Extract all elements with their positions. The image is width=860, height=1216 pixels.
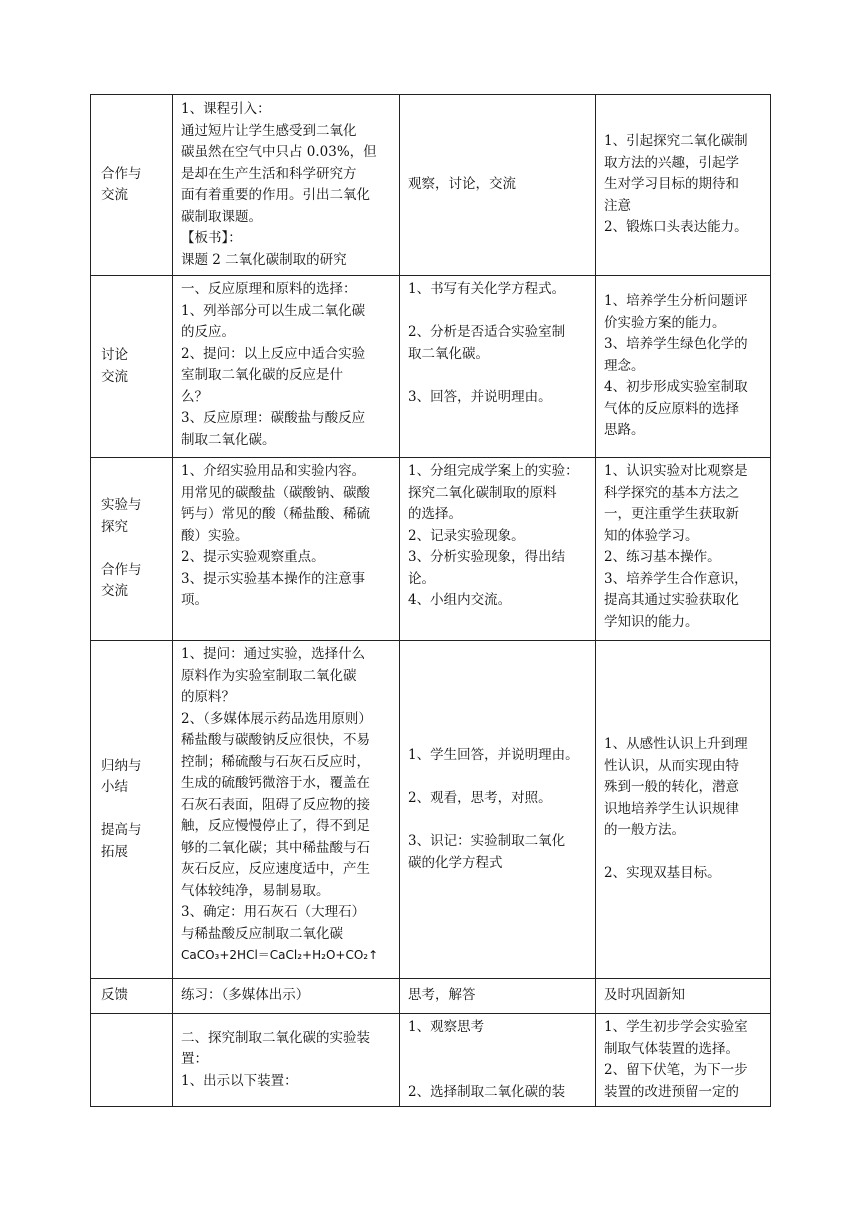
teacher-activity-cell bbox=[173, 276, 400, 458]
text-line: 学知识的能力。 bbox=[604, 613, 699, 630]
text-line: 1、从感性认识上升到理 bbox=[604, 736, 748, 753]
text-line: 殊到一般的转化，潜意 bbox=[604, 779, 739, 796]
text-line: 用常见的碳酸盐（碳酸钠、碳酸 bbox=[181, 484, 370, 501]
text-line: 2、分析是否适合实验室制 bbox=[408, 324, 566, 340]
blank-line bbox=[101, 799, 167, 821]
text-line: 1、介绍实验用品和实验内容。 bbox=[181, 463, 366, 479]
text-line: 讨论 bbox=[101, 347, 128, 363]
text-line: 交流 bbox=[101, 368, 128, 385]
text-line: 1、观察思考 bbox=[408, 1019, 485, 1035]
text-line: 2、记录实验现象。 bbox=[408, 527, 525, 544]
design-intent-cell bbox=[596, 979, 771, 1014]
stage-cell bbox=[91, 276, 173, 458]
text-line: 3、识记：实验制取二氧化 bbox=[408, 833, 566, 849]
stage-cell bbox=[91, 641, 173, 979]
text-line: 控制；稀硫酸与石灰石反应时， bbox=[181, 753, 370, 770]
text-line: 的选择。 bbox=[408, 506, 462, 522]
teacher-activity-cell bbox=[173, 1014, 400, 1107]
text-line: 2、选择制取二氧化碳的装 bbox=[408, 1083, 566, 1100]
text-line: 3、培养学生绿色化学的 bbox=[604, 336, 748, 353]
text-line: 及时巩固新知 bbox=[604, 987, 685, 1004]
text-line: 理念。 bbox=[604, 357, 645, 374]
text-line: 交流 bbox=[101, 583, 128, 600]
text-line: 原料作为实验室制取二氧化碳 bbox=[181, 667, 357, 684]
stage-cell bbox=[91, 458, 173, 641]
text-line: 4、小组内交流。 bbox=[408, 592, 512, 608]
text-line: 2、提示实验观察重点。 bbox=[181, 549, 325, 565]
text-line: 性认识，从而实现由特 bbox=[604, 757, 739, 774]
text-line: 思路。 bbox=[604, 422, 645, 439]
text-line: 取二氧化碳。 bbox=[408, 345, 489, 362]
text-line: 1、书写有关化学方程式。 bbox=[408, 281, 566, 297]
blank-line bbox=[101, 538, 167, 560]
student-activity-cell bbox=[400, 979, 596, 1014]
text-line: 的反应。 bbox=[181, 324, 235, 340]
text-line: 气体的反应原料的选择 bbox=[604, 400, 739, 417]
text-line: 2、提问：以上反应中适合实验 bbox=[181, 345, 366, 362]
text-line: 知的体验学习。 bbox=[604, 527, 699, 544]
text-line: 1、分组完成学案上的实验： bbox=[408, 463, 579, 479]
text-line: 酸）实验。 bbox=[181, 527, 249, 544]
text-line: 观察，讨论，交流 bbox=[408, 176, 516, 193]
design-intent-cell bbox=[596, 276, 771, 458]
text-line: 探究 bbox=[101, 518, 128, 535]
text-line: 3、提示实验基本操作的注意事 bbox=[181, 570, 366, 587]
text-line: 石灰石表面，阻碍了反应物的接 bbox=[181, 796, 370, 813]
teacher-activity-cell bbox=[173, 458, 400, 641]
text-line: 探究二氧化碳制取的原料 bbox=[408, 484, 557, 501]
stage-cell bbox=[91, 95, 173, 276]
text-line: 1、学生回答，并说明理由。 bbox=[408, 747, 579, 763]
student-activity-cell bbox=[400, 95, 596, 276]
text-line: 灰石反应，反应速度适中，产生 bbox=[181, 861, 370, 877]
text-line: 2、留下伏笔，为下一步 bbox=[604, 1062, 748, 1078]
text-line: 课题 2 二氧化碳制取的研究 bbox=[181, 251, 347, 268]
stage-cell bbox=[91, 979, 173, 1014]
text-line: 1、列举部分可以生成二氧化碳 bbox=[181, 302, 366, 319]
text-line: 气体较纯净，易制易取。 bbox=[181, 882, 330, 899]
text-line: 制取二氧化碳。 bbox=[181, 431, 276, 448]
text-line: 1、课程引入： bbox=[181, 101, 271, 117]
text-line: 3、反应原理：碳酸盐与酸反应 bbox=[181, 410, 366, 426]
table-row bbox=[91, 979, 771, 1014]
text-line: 拓展 bbox=[101, 843, 128, 860]
blank-line bbox=[408, 365, 590, 387]
text-line: 室制取二氧化碳的反应是什 bbox=[181, 367, 343, 383]
text-line: 通过短片让学生感受到二氧化 bbox=[181, 122, 357, 139]
student-activity-cell bbox=[400, 1014, 596, 1107]
blank-line bbox=[408, 810, 590, 832]
text-line: 提高与 bbox=[101, 822, 142, 839]
text-line: 生成的硫酸钙微溶于水，覆盖在 bbox=[181, 775, 370, 791]
table-row bbox=[91, 641, 771, 979]
text-line: 够的二氧化碳；其中稀盐酸与石 bbox=[181, 839, 370, 856]
text-line: 一、反应原理和原料的选择： bbox=[181, 281, 357, 297]
text-line: 的一般方法。 bbox=[604, 822, 685, 839]
text-line: 注意 bbox=[604, 197, 631, 214]
student-activity-cell bbox=[400, 458, 596, 641]
text-line: 取方法的兴趣，引起学 bbox=[604, 154, 739, 171]
text-line: 2、（多媒体展示药品选用原则） bbox=[181, 710, 372, 727]
text-line: 2、锻炼口头表达能力。 bbox=[604, 219, 748, 236]
text-line: 反馈 bbox=[101, 987, 128, 1004]
student-activity-cell bbox=[400, 276, 596, 458]
table-row bbox=[91, 458, 771, 641]
table-row bbox=[91, 1014, 771, 1107]
teacher-activity-cell bbox=[173, 979, 400, 1014]
text-line: 么？ bbox=[181, 388, 208, 405]
text-line: 归纳与 bbox=[101, 757, 142, 774]
text-line: 1、认识实验对比观察是 bbox=[604, 463, 748, 479]
blank-line bbox=[408, 301, 590, 323]
design-intent-cell bbox=[596, 1014, 771, 1107]
table-row bbox=[91, 276, 771, 458]
text-line: 3、确定：用石灰石（大理石） bbox=[181, 904, 366, 920]
design-intent-cell bbox=[596, 458, 771, 641]
text-line: 3、培养学生合作意识， bbox=[604, 570, 748, 587]
text-line: 2、观看，思考，对照。 bbox=[408, 790, 552, 806]
teacher-activity-cell bbox=[173, 641, 400, 979]
text-line: 1、出示以下装置： bbox=[181, 1072, 298, 1089]
text-line: 小结 bbox=[101, 779, 128, 796]
blank-line bbox=[101, 1049, 167, 1071]
text-line: 触，反应慢慢停止了，得不到足 bbox=[181, 818, 370, 834]
chemical-equation: CaCO₃+2HCl＝CaCl₂+H₂O+CO₂↑ bbox=[181, 948, 379, 962]
text-line: 置： bbox=[181, 1051, 208, 1068]
text-line: 1、学生初步学会实验室 bbox=[604, 1019, 748, 1035]
table-row bbox=[91, 95, 771, 276]
design-intent-cell bbox=[596, 95, 771, 276]
text-line: 碳制取课题。 bbox=[181, 208, 262, 225]
text-line: 的原料？ bbox=[181, 689, 235, 705]
text-line: 价实验方案的能力。 bbox=[604, 314, 726, 331]
text-line: 思考，解答 bbox=[408, 987, 476, 1004]
blank-line bbox=[408, 1060, 590, 1082]
text-line: 生对学习目标的期待和 bbox=[604, 176, 739, 193]
text-line: 【板书】： bbox=[181, 230, 242, 246]
design-intent-cell bbox=[596, 641, 771, 979]
text-line: 合作与 bbox=[101, 561, 142, 578]
text-line: 碳虽然在空气中只占 0.03%，但 bbox=[181, 144, 377, 160]
document-page bbox=[90, 94, 770, 1107]
text-line: 1、提问：通过实验，选择什么 bbox=[181, 646, 366, 662]
text-line: 一，更注重学生获取新 bbox=[604, 506, 739, 522]
stage-cell bbox=[91, 1014, 173, 1107]
text-line: 1、引起探究二氧化碳制 bbox=[604, 133, 748, 150]
text-line: 3、分析实验现象，得出结 bbox=[408, 549, 566, 565]
text-line: 是却在生产生活和科学研究方 bbox=[181, 165, 357, 182]
lesson-plan-table bbox=[90, 94, 771, 1107]
text-line: 2、实现双基目标。 bbox=[604, 865, 721, 882]
text-line: 2、练习基本操作。 bbox=[604, 549, 721, 565]
text-line: 科学探究的基本方法之 bbox=[604, 484, 739, 501]
text-line: 二、探究制取二氧化碳的实验装 bbox=[181, 1029, 370, 1046]
text-line: 面有着重要的作用。引出二氧化 bbox=[181, 187, 370, 203]
text-line: 1、培养学生分析问题评 bbox=[604, 293, 748, 310]
text-line: 装置的改进预留一定的 bbox=[604, 1083, 739, 1100]
text-line: 与稀盐酸反应制取二氧化碳 bbox=[181, 925, 343, 942]
text-line: 稀盐酸与碳酸钠反应很快，不易 bbox=[181, 732, 370, 748]
text-line: 碳的化学方程式 bbox=[408, 854, 503, 871]
text-line: 制取气体装置的选择。 bbox=[604, 1040, 739, 1057]
teacher-activity-cell bbox=[173, 95, 400, 276]
text-line: 钙与）常见的酸（稀盐酸、稀硫 bbox=[181, 506, 370, 522]
text-line: 项。 bbox=[181, 592, 208, 608]
text-line: 合作与 bbox=[101, 165, 142, 182]
text-line: 实验与 bbox=[101, 497, 142, 514]
blank-line bbox=[408, 1039, 590, 1061]
text-line: 4、初步形成实验室制取 bbox=[604, 379, 748, 396]
text-line: 提高其通过实验获取化 bbox=[604, 592, 739, 608]
text-line: 论。 bbox=[408, 570, 435, 587]
blank-line bbox=[604, 842, 765, 864]
blank-line bbox=[408, 767, 590, 789]
text-line: 识地培养学生认识规律 bbox=[604, 800, 739, 817]
text-line: 3、回答，并说明理由。 bbox=[408, 388, 552, 405]
text-line: 交流 bbox=[101, 187, 128, 203]
text-line: 练习：（多媒体出示） bbox=[181, 987, 310, 1004]
student-activity-cell bbox=[400, 641, 596, 979]
